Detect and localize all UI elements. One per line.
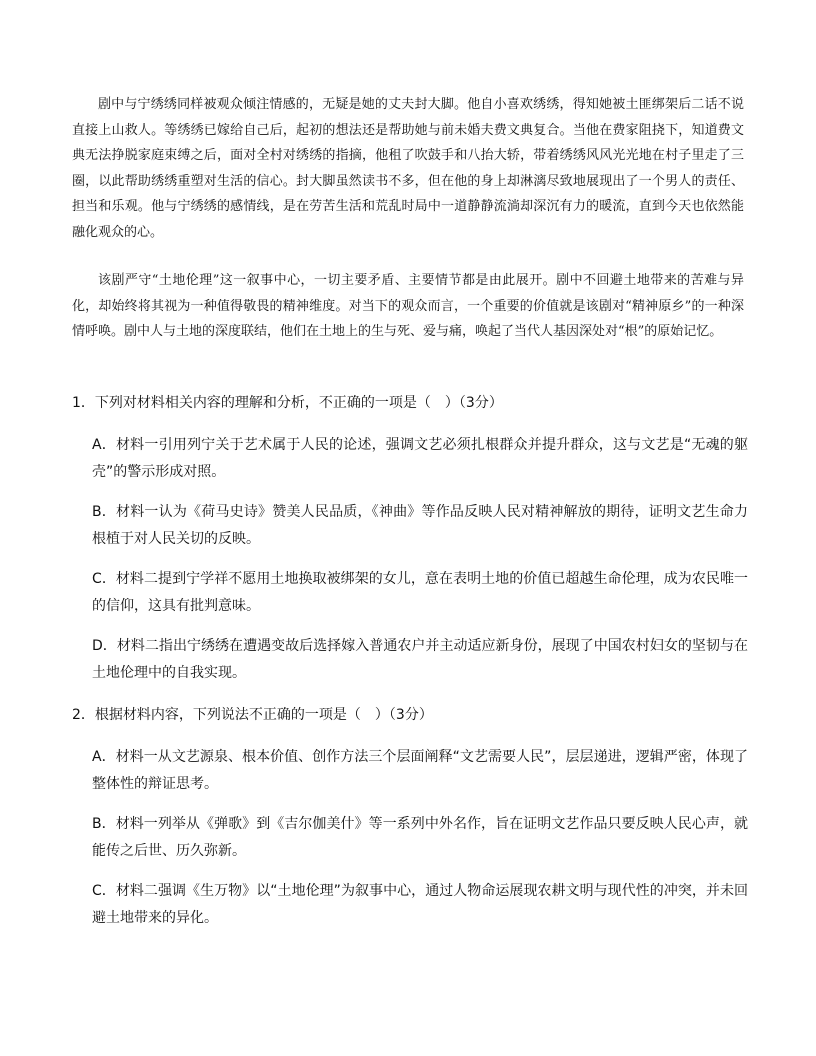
question-1-option-a: A．材料一引用列宁关于艺术属于人民的论述，强调文艺必须扎根群众并提升群众，这与文艺是“无魂的躯壳”的警示形成对照。	[92, 437, 748, 480]
question-1-option-d: D．材料二指出宁绣绣在遭遇变故后选择嫁入普通农户并主动适应新身份，展现了中国农村妇女的坚韧与在土地伦理中的自我实现。	[92, 638, 748, 681]
question-2-option-b: B．材料一列举从《弹歌》到《吉尔伽美什》等一系列中外名作，旨在证明文艺作品只要反映人民心声，就能传之后世、历久弥新。	[92, 816, 748, 859]
question-1-stem: 1．下列对材料相关内容的理解和分析，不正确的一项是（ ）（3分）	[72, 395, 503, 411]
passage-paragraph-1: 剧中与宁绣绣同样被观众倾注情感的，无疑是她的丈夫封大脚。他自小喜欢绣绣，得知她被土匪绑架后二话不说直接上山救人。等绣绣已嫁给自己后，起初的想法还是帮助她与前未婚夫费文典复合。当他在费家阻挠下，知道费文典无法挣脱家庭束缚之后，面对全村对绣绣的指摘，他租了吹鼓手和八抬大轿，带着绣绣风风光光地在村子里走了三圈，以此帮助绣绣重塑对生活的信心。封大脚虽然读书不多，但在他的身上却淋漓尽致地展现出了一个男人的责任、担当和乐观。他与宁绣绣的感情线，是在劳苦生活和荒乱时局中一道静静流淌却深沉有力的暖流，直到今天也依然能融化观众的心。	[72, 97, 744, 240]
question-2-stem: 2．根据材料内容，下列说法不正确的一项是（ ）（3分）	[72, 707, 433, 723]
question-2-option-a: A．材料一从文艺源泉、根本价值、创作方法三个层面阐释“文艺需要人民”，层层递进，逻辑严密，体现了整体性的辩证思考。	[92, 749, 748, 792]
passage-paragraph-2: 该剧严守“土地伦理”这一叙事中心，一切主要矛盾、主要情节都是由此展开。剧中不回避土地带来的苦难与异化，却始终将其视为一种值得敬畏的精神维度。对当下的观众而言，一个重要的价值就是该剧对“精神原乡”的一种深情呼唤。剧中人与土地的深度联结，他们在土地上的生与死、爱与痛，唤起了当代人基因深处对“根”的原始记忆。	[72, 273, 744, 339]
question-2-option-c: C．材料二强调《生万物》以“土地伦理”为叙事中心，通过人物命运展现农耕文明与现代性的冲突，并未回避土地带来的异化。	[92, 883, 748, 926]
question-1-option-c: C．材料二提到宁学祥不愿用土地换取被绑架的女儿，意在表明土地的价值已超越生命伦理，成为农民唯一的信仰，这具有批判意味。	[92, 571, 748, 614]
question-1-option-b: B．材料一认为《荷马史诗》赞美人民品质，《神曲》等作品反映人民对精神解放的期待，证明文艺生命力根植于对人民关切的反映。	[92, 504, 748, 547]
